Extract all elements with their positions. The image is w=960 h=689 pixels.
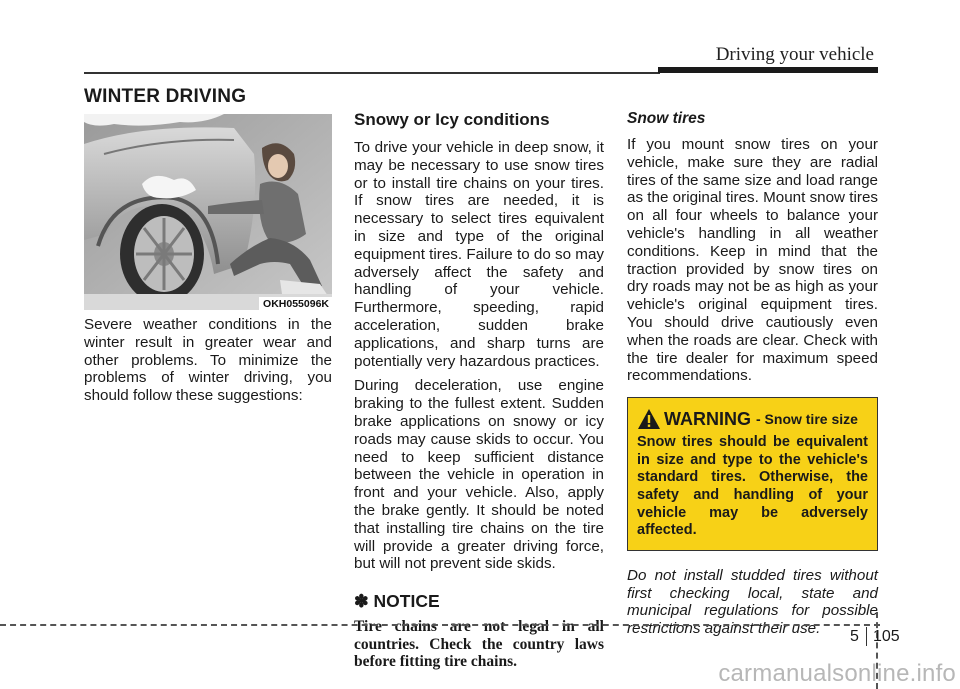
column-snowy-conditions	[354, 110, 604, 671]
snowy-paragraph-1: To drive your vehicle in deep snow, it may be necessary to use snow tires or to install tire chains on your tires. If snow tires are needed, it is necessary to select tires equivalent in size and type of the original equipment tires. Failure to do so may adversely affect the safety and handling of your vehicle. Furthermore, speeding, rapid acceleration, sudden brake applications, and sharp turns are potentially very hazardous practices.	[354, 139, 604, 370]
column-snow-tires	[627, 110, 878, 638]
header-rule-bar	[658, 67, 878, 73]
page-chapter: 5	[850, 628, 859, 645]
section-title: WINTER DRIVING	[84, 86, 247, 107]
warning-header	[637, 408, 868, 430]
warning-box	[627, 397, 878, 551]
page-number-divider	[866, 627, 867, 646]
warning-text: Snow tires should be equivalent in size and type to the vehicle's standard tires. Otherwise, the safety and handling of your vehicle may be adversely affected.	[637, 434, 868, 539]
car-wheel-woman-illustration	[84, 114, 332, 310]
snowy-heading: Snowy or Icy conditions	[354, 110, 550, 129]
page-number: 105	[873, 628, 900, 645]
header-rule	[84, 72, 660, 74]
chapter-title: Driving your vehicle	[715, 44, 874, 65]
warning-subtitle: - Snow tire size	[756, 411, 858, 428]
footer-rule	[0, 624, 880, 626]
warning-triangle-icon	[637, 408, 661, 430]
snowy-paragraph-2: During deceleration, use engine braking to the fullest extent. Sudden brake applications on snowy or icy roads may cause skids to occur. You need to keep sufficient distance between the vehicle in operation in front and your vehicle. Also, apply the brake gently. It should be noted that installing tire chains on the tire will provide a greater driving force, but will not prevent side skids.	[354, 377, 604, 573]
warning-label: WARNING	[664, 408, 751, 429]
figure-code: OKH055096K	[259, 297, 332, 310]
notice-text: Tire chains are not legal in all countries. Check the country laws before fitting tire chains.	[354, 618, 604, 671]
notice-heading: ✽ NOTICE	[354, 591, 440, 612]
studded-tires-note: Do not install studded tires without first checking local, state and municipal regulations for possible restrictions against their use.	[627, 566, 878, 638]
illustration-snow-tire	[84, 114, 332, 310]
snow-tires-heading: Snow tires	[627, 110, 706, 127]
watermark: carmanualsonline.info	[718, 660, 956, 687]
snow-tires-paragraph: If you mount snow tires on your vehicle, make sure they are radial tires of the same size and load range as the original tires. Mount snow tires on all four wheels to balance your vehicle's handling in all weather conditions. Keep in mind that the traction provided by snow tires on dry roads may not be as high as your vehicle's original equipment tires. You should drive cautiously even when the roads are clear. Check with the tire dealer for maximum speed recommendations.	[627, 136, 878, 385]
intro-paragraph: Severe weather conditions in the winter result in greater wear and other problems. To minimize the problems of winter driving, you should follow these suggestions:	[84, 316, 332, 405]
